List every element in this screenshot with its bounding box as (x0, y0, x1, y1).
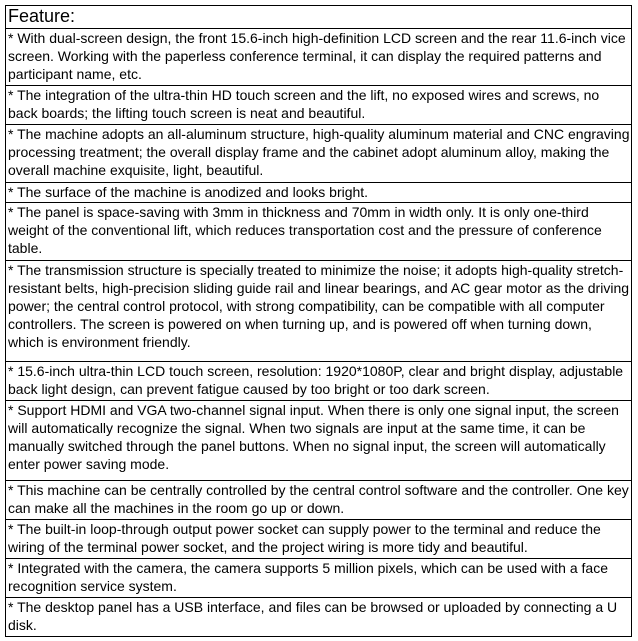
feature-row (6, 558, 632, 597)
feature-row (6, 597, 632, 636)
feature-text: * The integration of the ultra-thin HD touch screen and the lift, no exposed wires and screws, no back boards; the lifting touch screen is neat and beautiful. (6, 86, 632, 125)
feature-text: * The panel is space-saving with 3mm in thickness and 70mm in width only. It is only one-third weight of the conventional lift, which reduces transportation cost and the pressure of conference table. (6, 202, 632, 260)
feature-text: * 15.6-inch ultra-thin LCD touch screen, resolution: 1920*1080P, clear and bright display, adjustable back light design, can prevent fatigue caused by too bright or too dark screen. (6, 361, 632, 400)
feature-text: * Support HDMI and VGA two-channel signal input. When there is only one signal input, the screen will automatically recognize the signal. When two signals are input at the same time, it can be manually switched through the panel buttons. When no signal input, the screen will automatically enter power saving mode. (6, 400, 632, 480)
title-row (6, 6, 632, 29)
feature-row (6, 361, 632, 400)
feature-row (6, 86, 632, 125)
feature-table (5, 5, 632, 637)
feature-row (6, 28, 632, 85)
feature-text: * The transmission structure is specially treated to minimize the noise; it adopts high-quality stretch-resistant belts, high-precision sliding guide rail and linear bearings, and AC gear motor as the driving power; the central control protocol, with strong compatibility, can be compatible with all computer controllers. The screen is powered on when turning up, and is powered off when turning down, which is environment friendly. (6, 261, 632, 362)
feature-text: * The machine adopts an all-aluminum structure, high-quality aluminum material and CNC engraving processing treatment; the overall display frame and the cabinet adopt aluminum alloy, making the overall machine exquisite, light, beautiful. (6, 125, 632, 183)
feature-row (6, 125, 632, 183)
feature-row (6, 400, 632, 480)
feature-text: * With dual-screen design, the front 15.6-inch high-definition LCD screen and the rear 11.6-inch vice screen. Working with the paperless conference terminal, it can display the required patterns and participant name, etc. (6, 28, 632, 85)
feature-text: * This machine can be centrally controlled by the central control software and the controller. One key can make all the machines in the room go up or down. (6, 480, 632, 519)
feature-text: * Integrated with the camera, the camera supports 5 million pixels, which can be used with a face recognition service system. (6, 558, 632, 597)
feature-text: * The built-in loop-through output power socket can supply power to the terminal and reduce the wiring of the terminal power socket, and the project wiring is more tidy and beautiful. (6, 519, 632, 558)
feature-row (6, 261, 632, 362)
feature-row (6, 480, 632, 519)
feature-row (6, 519, 632, 558)
feature-row (6, 183, 632, 202)
feature-title: Feature: (6, 6, 632, 29)
feature-text: * The desktop panel has a USB interface, and files can be browsed or uploaded by connecting a U disk. (6, 597, 632, 636)
feature-row (6, 202, 632, 260)
feature-text: * The surface of the machine is anodized and looks bright. (6, 183, 632, 202)
